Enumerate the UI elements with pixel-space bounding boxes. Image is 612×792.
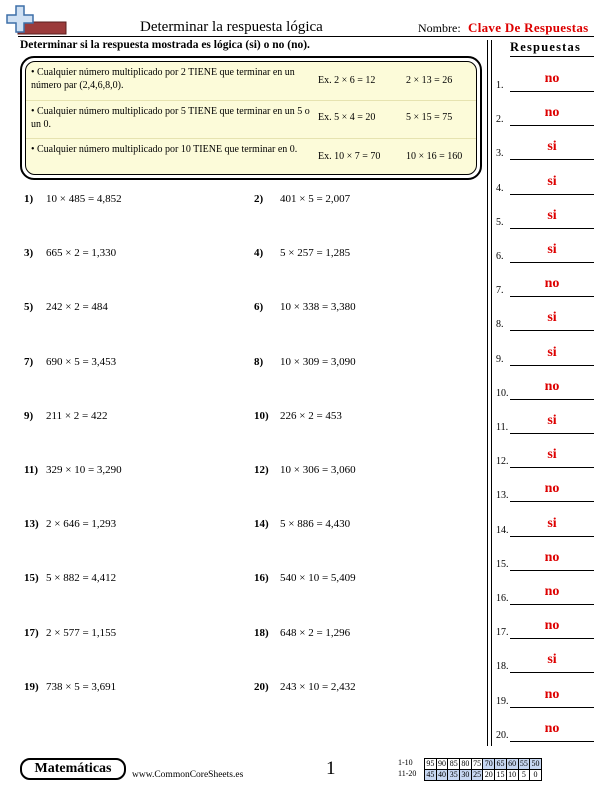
problem-number: 20) bbox=[254, 680, 269, 693]
score-cell: 50 bbox=[531, 759, 540, 768]
score-table bbox=[424, 758, 542, 781]
answer-line[interactable] bbox=[510, 536, 594, 537]
answer-line[interactable] bbox=[510, 228, 594, 229]
answer-line[interactable] bbox=[510, 604, 594, 605]
answer-number: 18. bbox=[496, 661, 509, 673]
rule-example: Ex. 5 × 4 = 20 bbox=[318, 112, 376, 123]
problem-number: 1) bbox=[24, 193, 34, 205]
answer-value: no bbox=[544, 618, 560, 634]
problem-number: 7) bbox=[24, 355, 34, 368]
score-cell: 60 bbox=[508, 759, 517, 768]
score-cell: 35 bbox=[449, 770, 458, 779]
problem-text: 665 × 2 = 1,330 bbox=[46, 247, 117, 260]
problem-text: 690 × 5 = 3,453 bbox=[46, 355, 117, 368]
problem-number: 11) bbox=[24, 464, 39, 476]
answer-number: 13. bbox=[496, 490, 509, 502]
score-row bbox=[425, 759, 542, 770]
rule-example: 10 × 16 = 160 bbox=[406, 151, 463, 162]
logo-icon bbox=[4, 4, 68, 36]
problem-text: 2 × 646 = 1,293 bbox=[46, 518, 117, 531]
answer-number: 12. bbox=[496, 456, 509, 468]
answer-value: si bbox=[547, 173, 557, 189]
rule-text: • Cualquier número multiplicado por 10 TIENE que terminar en 0. bbox=[31, 144, 298, 155]
answer-number: 19. bbox=[496, 695, 509, 707]
problem-text: 243 × 10 = 2,432 bbox=[280, 680, 356, 693]
problem-number: 2) bbox=[254, 193, 264, 205]
problem-text: 226 × 2 = 453 bbox=[280, 409, 342, 422]
answers-heading-rule bbox=[510, 56, 594, 57]
answer-value: si bbox=[547, 344, 557, 360]
answer-value: no bbox=[544, 549, 560, 565]
problem-text: 2 × 577 = 1,155 bbox=[46, 626, 117, 639]
answer-line[interactable] bbox=[510, 125, 594, 126]
problem-text: 329 × 10 = 3,290 bbox=[46, 464, 122, 476]
rules-box bbox=[25, 61, 477, 175]
answer-line[interactable] bbox=[510, 707, 594, 708]
problem-text: 738 × 5 = 3,691 bbox=[46, 680, 117, 693]
rule-example: Ex. 2 × 6 = 12 bbox=[318, 75, 376, 86]
answer-line[interactable] bbox=[510, 399, 594, 400]
answer-number: 4. bbox=[496, 182, 504, 194]
subject-badge: Matemáticas bbox=[20, 758, 126, 780]
problem-number: 13) bbox=[24, 518, 39, 531]
answer-line[interactable] bbox=[510, 672, 594, 673]
problem-number: 17) bbox=[24, 626, 39, 639]
score-cell: 70 bbox=[484, 759, 493, 768]
score-row bbox=[425, 770, 542, 781]
answer-number: 1. bbox=[496, 80, 504, 91]
rule-text: • Cualquier número multiplicado por 2 TIENE que terminar en un número par (2,4,6,8,0). bbox=[31, 67, 295, 91]
answer-value: no bbox=[544, 71, 560, 86]
score-cell: 0 bbox=[530, 770, 542, 781]
answer-line[interactable] bbox=[510, 741, 594, 742]
answer-number: 8. bbox=[496, 319, 504, 331]
answer-value: si bbox=[547, 413, 557, 428]
score-cell: 80 bbox=[461, 759, 470, 768]
answer-number: 16. bbox=[496, 593, 509, 604]
page-number: 1 bbox=[326, 758, 336, 779]
problem-text: 10 × 309 = 3,090 bbox=[280, 355, 356, 368]
score-cell: 15 bbox=[496, 770, 505, 779]
answer-line[interactable] bbox=[510, 365, 594, 366]
score-cell: 10 bbox=[508, 770, 517, 779]
answer-number: 5. bbox=[496, 216, 504, 228]
problem-text: 10 × 485 = 4,852 bbox=[46, 193, 122, 205]
answer-number: 11. bbox=[496, 422, 509, 433]
problem-number: 8) bbox=[254, 355, 264, 368]
answer-line[interactable] bbox=[510, 330, 594, 331]
answer-value: si bbox=[547, 242, 557, 257]
answer-number: 6. bbox=[496, 251, 504, 262]
rule-example: 2 × 13 = 26 bbox=[406, 75, 453, 86]
rule-example: 5 × 15 = 75 bbox=[406, 112, 453, 123]
score-cell: 75 bbox=[473, 759, 482, 768]
answer-line[interactable] bbox=[510, 159, 594, 160]
problem-text: 401 × 5 = 2,007 bbox=[280, 193, 351, 205]
answer-line[interactable] bbox=[510, 91, 594, 92]
name-value: Clave De Respuestas bbox=[468, 20, 589, 35]
answer-line[interactable] bbox=[510, 433, 594, 434]
problem-text: 211 × 2 = 422 bbox=[46, 409, 108, 422]
answer-value: no bbox=[544, 276, 560, 292]
problem-number: 14) bbox=[254, 518, 269, 531]
answer-value: no bbox=[544, 720, 560, 736]
answer-line[interactable] bbox=[510, 296, 594, 297]
answer-number: 3. bbox=[496, 148, 504, 160]
answer-value: no bbox=[544, 584, 560, 599]
answer-line[interactable] bbox=[510, 501, 594, 502]
answer-value: no bbox=[544, 481, 560, 497]
problem-number: 16) bbox=[254, 572, 269, 585]
answer-number: 10. bbox=[496, 387, 509, 399]
score-cell: 90 bbox=[438, 759, 447, 768]
score-cell: 55 bbox=[519, 759, 528, 768]
problem-number: 10) bbox=[254, 409, 269, 422]
score-cell: 20 bbox=[484, 770, 493, 779]
score-cell: 65 bbox=[496, 759, 505, 768]
answer-line[interactable] bbox=[510, 638, 594, 639]
problem-number: 19) bbox=[24, 680, 39, 693]
answer-line[interactable] bbox=[510, 194, 594, 195]
problem-text: 242 × 2 = 484 bbox=[46, 301, 108, 314]
column-divider bbox=[487, 40, 488, 746]
answer-number: 7. bbox=[496, 285, 504, 297]
answer-line[interactable] bbox=[510, 467, 594, 468]
problem-number: 12) bbox=[254, 464, 269, 476]
problem-text: 10 × 306 = 3,060 bbox=[280, 464, 356, 476]
score-cell: 95 bbox=[426, 759, 435, 768]
answer-value: si bbox=[547, 515, 557, 531]
problem-number: 9) bbox=[24, 409, 34, 422]
score-cell: 40 bbox=[438, 770, 447, 779]
instructions: Determinar si la respuesta mostrada es lógica (si) o no (no). bbox=[20, 39, 310, 51]
answer-value: si bbox=[547, 447, 557, 463]
problem-number: 6) bbox=[254, 301, 264, 314]
score-row-label: 11-20 bbox=[398, 769, 417, 778]
problem-number: 18) bbox=[254, 626, 269, 639]
answer-number: 20. bbox=[496, 729, 509, 741]
column-divider bbox=[491, 40, 492, 746]
score-cell: 30 bbox=[461, 770, 470, 779]
rule-row bbox=[26, 138, 476, 175]
answer-line[interactable] bbox=[510, 262, 594, 263]
problem-text: 10 × 338 = 3,380 bbox=[280, 301, 356, 314]
answers-heading: Respuestas bbox=[510, 40, 582, 54]
problem-number: 4) bbox=[254, 247, 264, 260]
page-title: Determinar la respuesta lógica bbox=[140, 19, 323, 35]
rule-row bbox=[26, 100, 476, 139]
problem-text: 5 × 886 = 4,430 bbox=[280, 518, 351, 531]
header-rule bbox=[18, 36, 594, 37]
answer-value: si bbox=[547, 139, 557, 155]
score-cell: 25 bbox=[473, 770, 482, 779]
answer-value: si bbox=[547, 310, 557, 326]
answer-number: 14. bbox=[496, 524, 509, 536]
score-row-label: 1-10 bbox=[398, 758, 413, 767]
score-cell: 45 bbox=[426, 770, 435, 779]
problem-text: 648 × 2 = 1,296 bbox=[280, 626, 351, 639]
problem-number: 15) bbox=[24, 572, 39, 585]
problem-number: 3) bbox=[24, 247, 34, 260]
answer-value: no bbox=[544, 105, 560, 121]
problem-number: 5) bbox=[24, 301, 34, 314]
problem-text: 5 × 257 = 1,285 bbox=[280, 247, 351, 260]
score-cell: 5 bbox=[518, 770, 530, 781]
rule-row bbox=[26, 62, 476, 100]
answer-number: 15. bbox=[496, 558, 509, 570]
rule-text: • Cualquier número multiplicado por 5 TIENE que terminar en un 5 o un 0. bbox=[31, 106, 310, 130]
problem-text: 540 × 10 = 5,409 bbox=[280, 572, 356, 585]
name-label: Nombre: bbox=[418, 21, 461, 35]
answer-number: 2. bbox=[496, 114, 504, 126]
answer-value: si bbox=[547, 652, 557, 668]
answer-value: si bbox=[547, 207, 557, 223]
problem-text: 5 × 882 = 4,412 bbox=[46, 572, 117, 585]
answer-number: 9. bbox=[496, 353, 504, 365]
rule-example: Ex. 10 × 7 = 70 bbox=[318, 151, 381, 162]
score-cell: 85 bbox=[449, 759, 458, 768]
footer-url: www.CommonCoreSheets.es bbox=[132, 770, 244, 780]
answer-value: no bbox=[544, 378, 560, 394]
answer-number: 17. bbox=[496, 627, 509, 639]
answer-value: no bbox=[544, 686, 560, 702]
answer-line[interactable] bbox=[510, 570, 594, 571]
